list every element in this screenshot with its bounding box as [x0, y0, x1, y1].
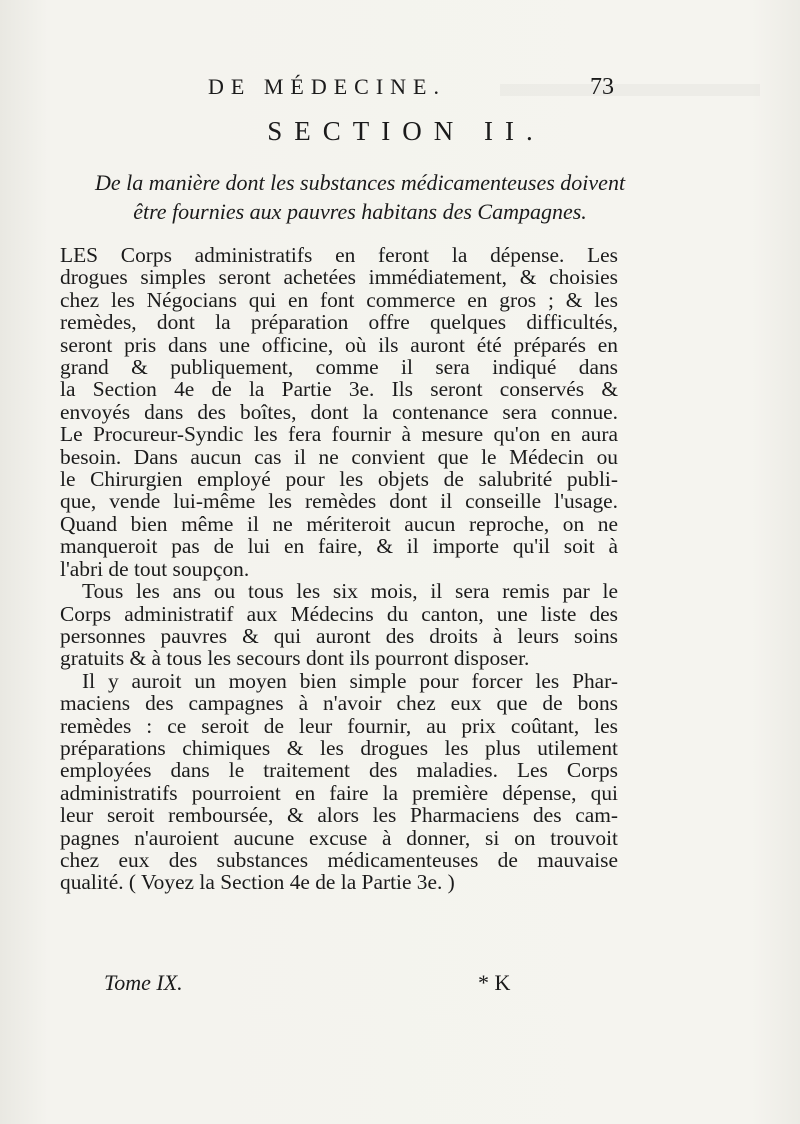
section-title: SECTION II.: [267, 116, 545, 146]
text-line: manqueroit pas de lui en faire, & il importe qu'il soit à: [60, 534, 618, 559]
text-line: Il y auroit un moyen bien simple pour forcer les Phar-: [82, 668, 618, 693]
text-line: seront pris dans une officine, où ils auront été préparés en: [60, 332, 618, 357]
page-header: [0, 74, 800, 104]
text-line: Le Procureur-Syndic les fera fournir à mesure qu'on en aura: [60, 422, 618, 447]
text-line: employées dans le traitement des maladies. Les Corps: [60, 758, 618, 783]
text-line: chez eux des substances médicamenteuses de mauvaise: [60, 847, 618, 872]
text-line: LES Corps administratifs en feront la dépense. Les: [60, 243, 618, 267]
text-line: besoin. Dans aucun cas il ne convient que le Médecin ou: [60, 444, 618, 469]
text-line: personnes pauvres & qui auront des droits à leurs soins: [60, 623, 618, 648]
text-line: grand & publiquement, comme il sera indiqué dans: [60, 355, 618, 380]
text-line: préparations chimiques & les drogues les plus utilement: [60, 735, 618, 760]
page-number: 73: [590, 74, 614, 100]
text-line: envoyés dans des boîtes, dont la contenance sera connue.: [60, 399, 618, 424]
text-line: Tous les ans ou tous les six mois, il sera remis par le: [82, 579, 618, 604]
text-line: que, vende lui-même les remèdes dont il conseille l'usage.: [60, 489, 618, 514]
text-line: Quand bien même il ne mériteroit aucun reproche, on ne: [60, 511, 618, 536]
text-line: la Section 4e de la Partie 3e. Ils seront conservés &: [60, 377, 618, 402]
volume-label: Tome IX.: [104, 970, 183, 995]
subtitle-line: De la manière dont les substances médicamenteuses doivent: [94, 170, 626, 195]
text-line: qualité. ( Voyez la Section 4e de la Partie 3e. ): [60, 870, 455, 895]
text-line: maciens des campagnes à n'avoir chez eux que de bons: [60, 691, 618, 716]
signature-mark: * K: [478, 970, 511, 995]
text-line: pagnes n'auroient aucune excuse à donner, si on trouvoit: [60, 825, 618, 850]
body-text: [60, 244, 618, 894]
text-line: chez les Négocians qui en font commerce en gros ; & les: [60, 287, 618, 312]
section-subtitle: [60, 168, 660, 226]
text-line: gratuits & à tous les secours dont ils pourront disposer.: [60, 646, 530, 671]
text-line: le Chirurgien employé pour les objets de salubrité publi-: [60, 467, 618, 492]
text-line: Corps administratif aux Médecins du canton, une liste des: [60, 601, 618, 626]
text-line: drogues simples seront achetées immédiatement, & choisies: [60, 265, 618, 290]
text-line: administratifs pourroient en faire la première dépense, qui: [60, 780, 618, 805]
text-line: remèdes, dont la préparation offre quelques difficultés,: [60, 310, 618, 335]
subtitle-line: être fournies aux pauvres habitans des Campagnes.: [133, 199, 587, 224]
text-line: remèdes : ce seroit de leur fournir, au prix coûtant, les: [60, 713, 618, 738]
text-line: leur seroit remboursée, & alors les Pharmaciens des cam-: [60, 803, 618, 828]
text-line: l'abri de tout soupçon.: [60, 556, 250, 581]
running-head: DE MÉDECINE.: [208, 74, 446, 99]
